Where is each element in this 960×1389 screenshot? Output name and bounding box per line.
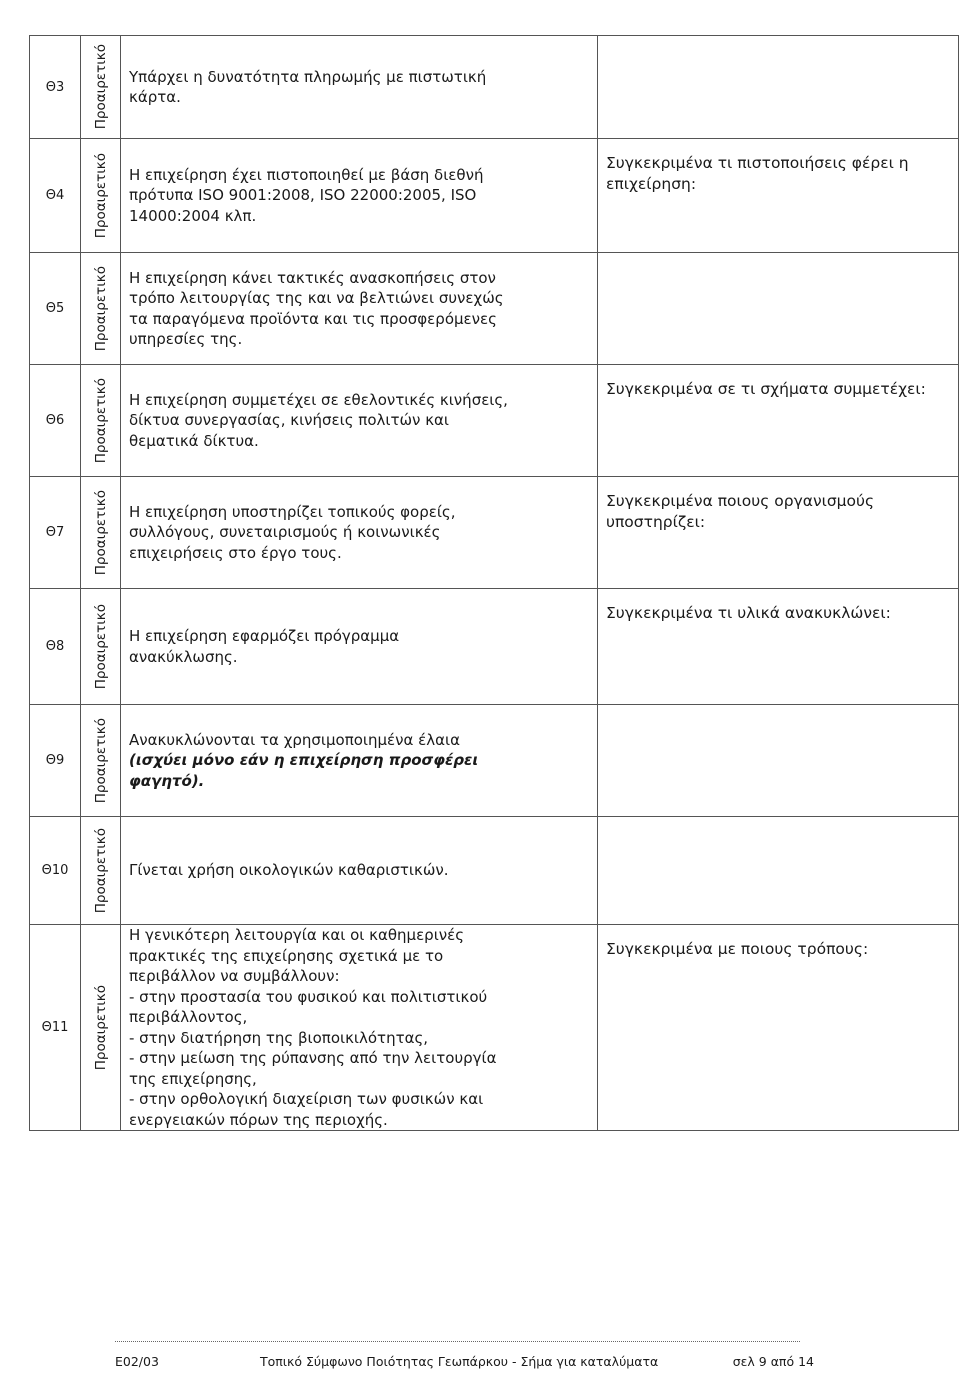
criteria-table: [29, 35, 959, 1131]
table-row: [30, 477, 959, 589]
criterion-type-cell: [81, 925, 121, 1131]
page-footer: [115, 1341, 814, 1369]
description-line: συλλόγους, συνεταιρισμούς ή κοινωνικές: [129, 523, 441, 542]
criterion-type-cell: [81, 253, 121, 365]
table-row: [30, 589, 959, 705]
description-line: Η επιχείρηση κάνει τακτικές ανασκοπήσεις στον: [129, 268, 496, 287]
criterion-note: Συγκεκριμένα τι πιστοποιήσεις φέρει η επιχείρηση:: [598, 139, 959, 253]
description-line: - στην διατήρηση της βιοποικιλότητας,: [129, 1028, 429, 1047]
criterion-note: [598, 36, 959, 139]
description-line: Η επιχείρηση έχει πιστοποιηθεί με βάση διεθνή: [129, 165, 484, 184]
criterion-note: [598, 253, 959, 365]
table-row: [30, 36, 959, 139]
criterion-type: Προαιρετικό: [92, 827, 109, 914]
description-line: περιβάλλον να συμβάλλουν:: [129, 967, 340, 985]
description-line: υπηρεσίες της.: [129, 330, 243, 348]
description-line: Η επιχείρηση συμμετέχει σε εθελοντικές κινήσεις,: [129, 390, 508, 409]
criterion-description: [121, 925, 598, 1131]
criterion-type-cell: [81, 705, 121, 817]
criterion-code: Θ8: [30, 589, 81, 705]
criterion-type-cell: [81, 817, 121, 925]
description-line: της επιχείρησης,: [129, 1069, 257, 1088]
criterion-type: Προαιρετικό: [92, 152, 109, 239]
criterion-note: Συγκεκριμένα με ποιους τρόπους:: [598, 925, 959, 1131]
table-row: [30, 139, 959, 253]
description-line: ενεργειακών πόρων της περιοχής.: [129, 1110, 388, 1129]
description-line: - στην προστασία του φυσικού και πολιτιστικού: [129, 987, 488, 1006]
criterion-type: Προαιρετικό: [92, 489, 109, 576]
description-line: δίκτυα συνεργασίας, κινήσεις πολιτών και: [129, 411, 449, 430]
footer-doc-code: Ε02/03: [115, 1354, 159, 1369]
description-line: Η γενικότερη λειτουργία και οι καθημερινές: [129, 926, 465, 944]
description-line: Γίνεται χρήση οικολογικών καθαριστικών.: [129, 861, 449, 880]
description-line: πρακτικές της επιχείρησης σχετικά με το: [129, 946, 444, 965]
criterion-type: Προαιρετικό: [92, 377, 109, 464]
criterion-type: Προαιρετικό: [92, 603, 109, 690]
table-row: [30, 253, 959, 365]
description-line: τα παραγόμενα προϊόντα και τις προσφερόμενες: [129, 309, 497, 328]
description-line: τρόπο λειτουργίας της και να βελτιώνει συνεχώς: [129, 289, 504, 307]
criterion-note: Συγκεκριμένα τι υλικά ανακυκλώνει:: [598, 589, 959, 705]
description-emphasis-line: φαγητό).: [129, 771, 205, 790]
description-line: Η επιχείρηση υποστηρίζει τοπικούς φορείς,: [129, 502, 456, 521]
criterion-type: Προαιρετικό: [92, 44, 109, 130]
criterion-type-cell: [81, 36, 121, 139]
criterion-type: Προαιρετικό: [92, 265, 109, 352]
footer-doc-title: Τοπικό Σύμφωνο Ποιότητας Γεωπάρκου - Σήμα για καταλύματα: [260, 1354, 659, 1369]
criterion-note: [598, 705, 959, 817]
criterion-type-cell: [81, 139, 121, 253]
description-line: Υπάρχει η δυνατότητα πληρωμής με πιστωτική: [129, 67, 487, 86]
criterion-code: Θ9: [30, 705, 81, 817]
description-emphasis-line: (ισχύει μόνο εάν η επιχείρηση προσφέρει: [129, 751, 479, 770]
criterion-description: [121, 365, 598, 477]
criterion-code: Θ6: [30, 365, 81, 477]
criterion-note: [598, 817, 959, 925]
description-line: κάρτα.: [129, 88, 181, 106]
criterion-code: Θ3: [30, 36, 81, 139]
criterion-code: Θ10: [30, 817, 81, 925]
description-line: - στην ορθολογική διαχείριση των φυσικών και: [129, 1090, 484, 1108]
table-row: [30, 925, 959, 1131]
criterion-type: Προαιρετικό: [92, 717, 109, 804]
criterion-description: [121, 817, 598, 925]
criterion-code: Θ4: [30, 139, 81, 253]
criterion-description: [121, 253, 598, 365]
table-row: [30, 365, 959, 477]
description-line: Ανακυκλώνονται τα χρησιμοποιημένα έλαια: [129, 730, 461, 749]
criterion-type-cell: [81, 477, 121, 589]
description-line: Η επιχείρηση εφαρμόζει πρόγραμμα: [129, 627, 400, 645]
criterion-description: [121, 477, 598, 589]
description-line: ανακύκλωσης.: [129, 647, 238, 666]
description-line: περιβάλλοντος,: [129, 1008, 248, 1026]
criterion-type-cell: [81, 365, 121, 477]
criterion-description: [121, 705, 598, 817]
description-line: - στην μείωση της ρύπανσης από την λειτουργία: [129, 1049, 497, 1067]
table-row: [30, 817, 959, 925]
table-row: [30, 705, 959, 817]
criterion-note: Συγκεκριμένα ποιους οργανισμούς υποστηρίζει:: [598, 477, 959, 589]
criterion-type: Προαιρετικό: [92, 984, 109, 1071]
criterion-code: Θ7: [30, 477, 81, 589]
description-line: 14000:2004 κλπ.: [129, 206, 257, 225]
criterion-description: [121, 36, 598, 139]
criterion-type-cell: [81, 589, 121, 705]
criterion-note: Συγκεκριμένα σε τι σχήματα συμμετέχει:: [598, 365, 959, 477]
criterion-code: Θ11: [30, 925, 81, 1131]
criterion-description: [121, 589, 598, 705]
footer-page-number: σελ 9 από 14: [732, 1354, 814, 1369]
criterion-code: Θ5: [30, 253, 81, 365]
description-line: θεματικά δίκτυα.: [129, 431, 259, 450]
description-line: πρότυπα ISO 9001:2008, ISO 22000:2005, ISO: [129, 186, 477, 205]
description-line: επιχειρήσεις στο έργο τους.: [129, 543, 342, 562]
criterion-description: [121, 139, 598, 253]
